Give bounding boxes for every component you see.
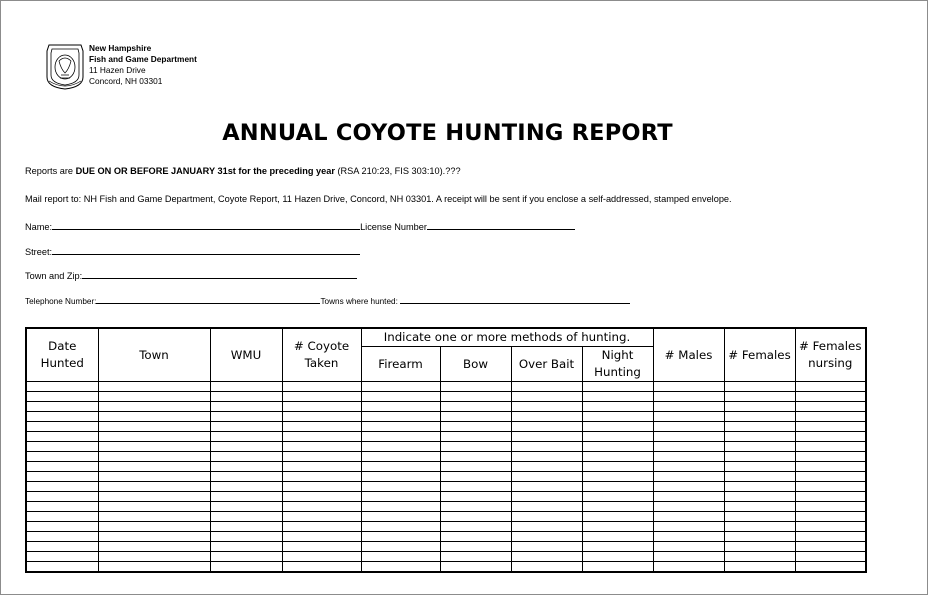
table-cell[interactable] xyxy=(282,532,361,542)
table-cell[interactable] xyxy=(795,522,866,532)
town-zip-field[interactable] xyxy=(82,269,357,279)
table-cell[interactable] xyxy=(361,542,440,552)
table-cell[interactable] xyxy=(361,522,440,532)
table-cell[interactable] xyxy=(653,392,724,402)
table-cell[interactable] xyxy=(795,462,866,472)
table-row xyxy=(26,542,866,552)
table-cell[interactable] xyxy=(582,382,653,392)
col-over-bait: Over Bait xyxy=(511,347,582,382)
table-cell[interactable] xyxy=(582,522,653,532)
table-cell[interactable] xyxy=(653,562,724,573)
table-cell[interactable] xyxy=(440,502,511,512)
table-cell[interactable] xyxy=(98,472,210,482)
table-cell[interactable] xyxy=(440,402,511,412)
org-address xyxy=(89,43,197,87)
license-label: License Number xyxy=(360,222,427,232)
table-cell[interactable] xyxy=(511,442,582,452)
table-cell[interactable] xyxy=(582,472,653,482)
table-cell[interactable] xyxy=(210,472,282,482)
table-cell[interactable] xyxy=(724,472,795,482)
table-cell[interactable] xyxy=(440,412,511,422)
table-cell[interactable] xyxy=(724,492,795,502)
table-cell[interactable] xyxy=(511,562,582,573)
table-cell[interactable] xyxy=(582,402,653,412)
table-cell[interactable] xyxy=(98,482,210,492)
table-cell[interactable] xyxy=(282,422,361,432)
table-cell[interactable] xyxy=(98,562,210,573)
table-cell[interactable] xyxy=(26,402,98,412)
table-cell[interactable] xyxy=(795,432,866,442)
table-cell[interactable] xyxy=(653,522,724,532)
table-cell[interactable] xyxy=(440,562,511,573)
table-cell[interactable] xyxy=(210,482,282,492)
table-cell[interactable] xyxy=(361,382,440,392)
table-cell[interactable] xyxy=(795,392,866,402)
table-cell[interactable] xyxy=(582,532,653,542)
col-females-nursing: # Females nursing xyxy=(795,328,866,382)
table-cell[interactable] xyxy=(210,382,282,392)
state-seal-icon xyxy=(45,41,85,91)
table-cell[interactable] xyxy=(26,432,98,442)
table-cell[interactable] xyxy=(26,452,98,462)
table-cell[interactable] xyxy=(582,412,653,422)
table-cell[interactable] xyxy=(282,382,361,392)
org-address-line2: Concord, NH 03301 xyxy=(89,76,163,86)
table-row xyxy=(26,462,866,472)
table-cell[interactable] xyxy=(282,402,361,412)
table-cell[interactable] xyxy=(653,442,724,452)
table-cell[interactable] xyxy=(282,542,361,552)
table-cell[interactable] xyxy=(440,522,511,532)
table-row xyxy=(26,492,866,502)
table-cell[interactable] xyxy=(98,392,210,402)
due-notice xyxy=(25,166,461,176)
table-row xyxy=(26,392,866,402)
table-cell[interactable] xyxy=(98,492,210,502)
table-cell[interactable] xyxy=(361,502,440,512)
table-cell[interactable] xyxy=(26,492,98,502)
due-suffix: (RSA 210:23, FIS 303:10).??? xyxy=(334,166,461,176)
table-cell[interactable] xyxy=(26,382,98,392)
table-cell[interactable] xyxy=(795,412,866,422)
table-cell[interactable] xyxy=(210,412,282,422)
table-cell[interactable] xyxy=(582,452,653,462)
table-cell[interactable] xyxy=(724,522,795,532)
table-row xyxy=(26,402,866,412)
table-cell[interactable] xyxy=(511,512,582,522)
table-cell[interactable] xyxy=(26,502,98,512)
table-cell[interactable] xyxy=(724,412,795,422)
table-cell[interactable] xyxy=(795,502,866,512)
table-cell[interactable] xyxy=(98,412,210,422)
table-cell[interactable] xyxy=(361,472,440,482)
table-cell[interactable] xyxy=(724,552,795,562)
table-cell[interactable] xyxy=(26,462,98,472)
table-cell[interactable] xyxy=(282,392,361,402)
table-cell[interactable] xyxy=(98,512,210,522)
telephone-label: Telephone Number: xyxy=(25,297,97,306)
table-cell[interactable] xyxy=(724,432,795,442)
town-zip-row xyxy=(25,269,357,281)
table-cell[interactable] xyxy=(98,552,210,562)
table-cell[interactable] xyxy=(511,432,582,442)
table-cell[interactable] xyxy=(653,512,724,522)
table-cell[interactable] xyxy=(210,532,282,542)
street-row xyxy=(25,245,360,257)
table-cell[interactable] xyxy=(724,462,795,472)
table-cell[interactable] xyxy=(361,432,440,442)
towns-hunted-label: Towns where hunted: xyxy=(320,297,401,306)
table-cell[interactable] xyxy=(653,462,724,472)
col-methods-group: Indicate one or more methods of hunting. xyxy=(361,328,653,347)
table-cell[interactable] xyxy=(511,392,582,402)
table-cell[interactable] xyxy=(210,402,282,412)
table-cell[interactable] xyxy=(361,412,440,422)
due-deadline: DUE ON OR BEFORE JANUARY 31st for the preceding year xyxy=(75,166,335,176)
table-cell[interactable] xyxy=(653,472,724,482)
table-cell[interactable] xyxy=(582,542,653,552)
table-cell[interactable] xyxy=(653,382,724,392)
table-cell[interactable] xyxy=(795,512,866,522)
table-cell[interactable] xyxy=(724,542,795,552)
table-cell[interactable] xyxy=(210,432,282,442)
col-bow: Bow xyxy=(440,347,511,382)
table-cell[interactable] xyxy=(361,512,440,522)
table-cell[interactable] xyxy=(724,502,795,512)
table-cell[interactable] xyxy=(795,402,866,412)
table-cell[interactable] xyxy=(511,452,582,462)
table-row xyxy=(26,532,866,542)
table-row xyxy=(26,442,866,452)
mail-instructions: Mail report to: NH Fish and Game Department, Coyote Report, 11 Hazen Drive, Concord, NH 03301. A receipt will be sent if you enclose a self-addressed, stamped envelope. xyxy=(25,194,732,204)
letterhead xyxy=(45,41,197,91)
table-cell[interactable] xyxy=(724,512,795,522)
table-cell[interactable] xyxy=(98,382,210,392)
table-cell[interactable] xyxy=(724,382,795,392)
table-cell[interactable] xyxy=(440,422,511,432)
table-cell[interactable] xyxy=(361,532,440,542)
table-cell[interactable] xyxy=(511,412,582,422)
table-cell[interactable] xyxy=(511,462,582,472)
table-cell[interactable] xyxy=(361,562,440,573)
towns-hunted-field[interactable] xyxy=(400,294,630,304)
table-cell[interactable] xyxy=(282,412,361,422)
col-date-hunted: Date Hunted xyxy=(26,328,98,382)
table-cell[interactable] xyxy=(511,552,582,562)
table-cell[interactable] xyxy=(210,442,282,452)
table-cell[interactable] xyxy=(282,482,361,492)
org-name: New Hampshire xyxy=(89,43,152,53)
table-cell[interactable] xyxy=(653,552,724,562)
table-cell[interactable] xyxy=(282,512,361,522)
table-cell[interactable] xyxy=(653,532,724,542)
col-coyote-taken: # Coyote Taken xyxy=(282,328,361,382)
table-cell[interactable] xyxy=(440,382,511,392)
table-cell[interactable] xyxy=(511,532,582,542)
table-cell[interactable] xyxy=(795,482,866,492)
table-cell[interactable] xyxy=(26,392,98,402)
table-cell[interactable] xyxy=(361,422,440,432)
table-cell[interactable] xyxy=(98,432,210,442)
table-cell[interactable] xyxy=(26,412,98,422)
table-cell[interactable] xyxy=(582,462,653,472)
table-cell[interactable] xyxy=(582,492,653,502)
table-row xyxy=(26,512,866,522)
col-firearm: Firearm xyxy=(361,347,440,382)
name-field[interactable] xyxy=(52,220,360,230)
table-cell[interactable] xyxy=(653,412,724,422)
table-cell[interactable] xyxy=(361,452,440,462)
table-cell[interactable] xyxy=(795,452,866,462)
table-cell[interactable] xyxy=(582,562,653,573)
table-cell[interactable] xyxy=(98,542,210,552)
table-row xyxy=(26,422,866,432)
table-cell[interactable] xyxy=(511,522,582,532)
table-cell[interactable] xyxy=(361,492,440,502)
table-cell[interactable] xyxy=(795,382,866,392)
table-cell[interactable] xyxy=(210,462,282,472)
table-cell[interactable] xyxy=(440,492,511,502)
table-cell[interactable] xyxy=(724,392,795,402)
table-cell[interactable] xyxy=(511,472,582,482)
town-zip-label: Town and Zip: xyxy=(25,271,83,281)
table-cell[interactable] xyxy=(98,422,210,432)
table-cell[interactable] xyxy=(282,562,361,573)
col-wmu: WMU xyxy=(210,328,282,382)
telephone-field[interactable] xyxy=(96,294,320,304)
table-cell[interactable] xyxy=(210,522,282,532)
table-cell[interactable] xyxy=(282,492,361,502)
page-title: ANNUAL COYOTE HUNTING REPORT xyxy=(222,120,673,146)
col-town: Town xyxy=(98,328,210,382)
table-cell[interactable] xyxy=(582,552,653,562)
table-cell[interactable] xyxy=(440,552,511,562)
table-cell[interactable] xyxy=(210,552,282,562)
table-cell[interactable] xyxy=(653,482,724,492)
table-cell[interactable] xyxy=(210,492,282,502)
table-cell[interactable] xyxy=(98,532,210,542)
table-cell[interactable] xyxy=(440,512,511,522)
table-cell[interactable] xyxy=(440,392,511,402)
table-row xyxy=(26,482,866,492)
col-females: # Females xyxy=(724,328,795,382)
table-cell[interactable] xyxy=(653,422,724,432)
table-cell[interactable] xyxy=(26,552,98,562)
table-cell[interactable] xyxy=(26,522,98,532)
name-label: Name: xyxy=(25,222,53,232)
table-cell[interactable] xyxy=(511,382,582,392)
table-cell[interactable] xyxy=(724,422,795,432)
table-cell[interactable] xyxy=(26,482,98,492)
table-cell[interactable] xyxy=(653,502,724,512)
table-cell[interactable] xyxy=(440,452,511,462)
org-dept: Fish and Game Department xyxy=(89,54,197,64)
table-cell[interactable] xyxy=(282,432,361,442)
table-cell[interactable] xyxy=(795,472,866,482)
table-cell[interactable] xyxy=(26,512,98,522)
table-cell[interactable] xyxy=(210,422,282,432)
table-cell[interactable] xyxy=(361,442,440,452)
table-cell[interactable] xyxy=(98,452,210,462)
table-cell[interactable] xyxy=(210,452,282,462)
table-cell[interactable] xyxy=(98,522,210,532)
table-cell[interactable] xyxy=(653,432,724,442)
table-cell[interactable] xyxy=(26,532,98,542)
table-cell[interactable] xyxy=(440,442,511,452)
col-night-hunting: Night Hunting xyxy=(582,347,653,382)
table-row xyxy=(26,562,866,573)
org-address-line1: 11 Hazen Drive xyxy=(89,65,146,75)
table-cell[interactable] xyxy=(98,462,210,472)
table-cell[interactable] xyxy=(282,462,361,472)
table-cell[interactable] xyxy=(511,422,582,432)
col-males: # Males xyxy=(653,328,724,382)
table-cell[interactable] xyxy=(282,472,361,482)
table-cell[interactable] xyxy=(511,542,582,552)
table-cell[interactable] xyxy=(361,392,440,402)
table-row xyxy=(26,502,866,512)
table-cell[interactable] xyxy=(724,532,795,542)
table-cell[interactable] xyxy=(282,552,361,562)
table-cell[interactable] xyxy=(98,402,210,412)
table-cell[interactable] xyxy=(440,542,511,552)
table-cell[interactable] xyxy=(795,422,866,432)
table-cell[interactable] xyxy=(282,442,361,452)
table-cell[interactable] xyxy=(511,492,582,502)
street-label: Street: xyxy=(25,247,53,257)
table-cell[interactable] xyxy=(511,482,582,492)
table-cell[interactable] xyxy=(795,532,866,542)
table-cell[interactable] xyxy=(653,542,724,552)
table-cell[interactable] xyxy=(440,432,511,442)
table-cell[interactable] xyxy=(98,442,210,452)
license-field[interactable] xyxy=(427,220,575,230)
table-cell[interactable] xyxy=(440,462,511,472)
table-cell[interactable] xyxy=(795,492,866,502)
table-cell[interactable] xyxy=(98,502,210,512)
table-cell[interactable] xyxy=(282,452,361,462)
table-cell[interactable] xyxy=(582,482,653,492)
table-cell[interactable] xyxy=(26,442,98,452)
due-prefix: Reports are xyxy=(25,166,76,176)
telephone-towns-row xyxy=(25,294,630,306)
table-row xyxy=(26,382,866,392)
table-cell[interactable] xyxy=(724,402,795,412)
table-cell[interactable] xyxy=(440,482,511,492)
table-cell[interactable] xyxy=(582,512,653,522)
table-cell[interactable] xyxy=(795,542,866,552)
table-row xyxy=(26,452,866,462)
table-cell[interactable] xyxy=(724,442,795,452)
table-cell[interactable] xyxy=(795,442,866,452)
hunting-log-table xyxy=(25,327,867,573)
table-row xyxy=(26,522,866,532)
table-cell[interactable] xyxy=(26,562,98,573)
table-cell[interactable] xyxy=(511,502,582,512)
table-cell[interactable] xyxy=(582,432,653,442)
table-cell[interactable] xyxy=(282,522,361,532)
table-cell[interactable] xyxy=(653,452,724,462)
table-cell[interactable] xyxy=(582,502,653,512)
table-cell[interactable] xyxy=(26,472,98,482)
table-cell[interactable] xyxy=(210,392,282,402)
table-cell[interactable] xyxy=(361,462,440,472)
table-cell[interactable] xyxy=(795,562,866,573)
table-cell[interactable] xyxy=(361,482,440,492)
table-cell[interactable] xyxy=(511,402,582,412)
table-cell[interactable] xyxy=(210,502,282,512)
table-cell[interactable] xyxy=(724,452,795,462)
table-header-row xyxy=(26,328,866,347)
table-row xyxy=(26,412,866,422)
table-cell[interactable] xyxy=(361,402,440,412)
table-cell[interactable] xyxy=(582,392,653,402)
table-row xyxy=(26,432,866,442)
table-body xyxy=(26,382,866,573)
table-cell[interactable] xyxy=(210,562,282,573)
table-cell[interactable] xyxy=(440,472,511,482)
name-license-row xyxy=(25,220,575,232)
table-cell[interactable] xyxy=(440,532,511,542)
table-cell[interactable] xyxy=(724,482,795,492)
table-cell[interactable] xyxy=(582,442,653,452)
table-cell[interactable] xyxy=(653,492,724,502)
table-cell[interactable] xyxy=(26,422,98,432)
table-cell[interactable] xyxy=(361,552,440,562)
table-cell[interactable] xyxy=(210,512,282,522)
table-cell[interactable] xyxy=(653,402,724,412)
table-row xyxy=(26,552,866,562)
table-cell[interactable] xyxy=(26,542,98,552)
table-cell[interactable] xyxy=(282,502,361,512)
table-row xyxy=(26,472,866,482)
street-field[interactable] xyxy=(52,245,360,255)
table-cell[interactable] xyxy=(795,552,866,562)
table-cell[interactable] xyxy=(210,542,282,552)
table-cell[interactable] xyxy=(724,562,795,573)
table-cell[interactable] xyxy=(582,422,653,432)
